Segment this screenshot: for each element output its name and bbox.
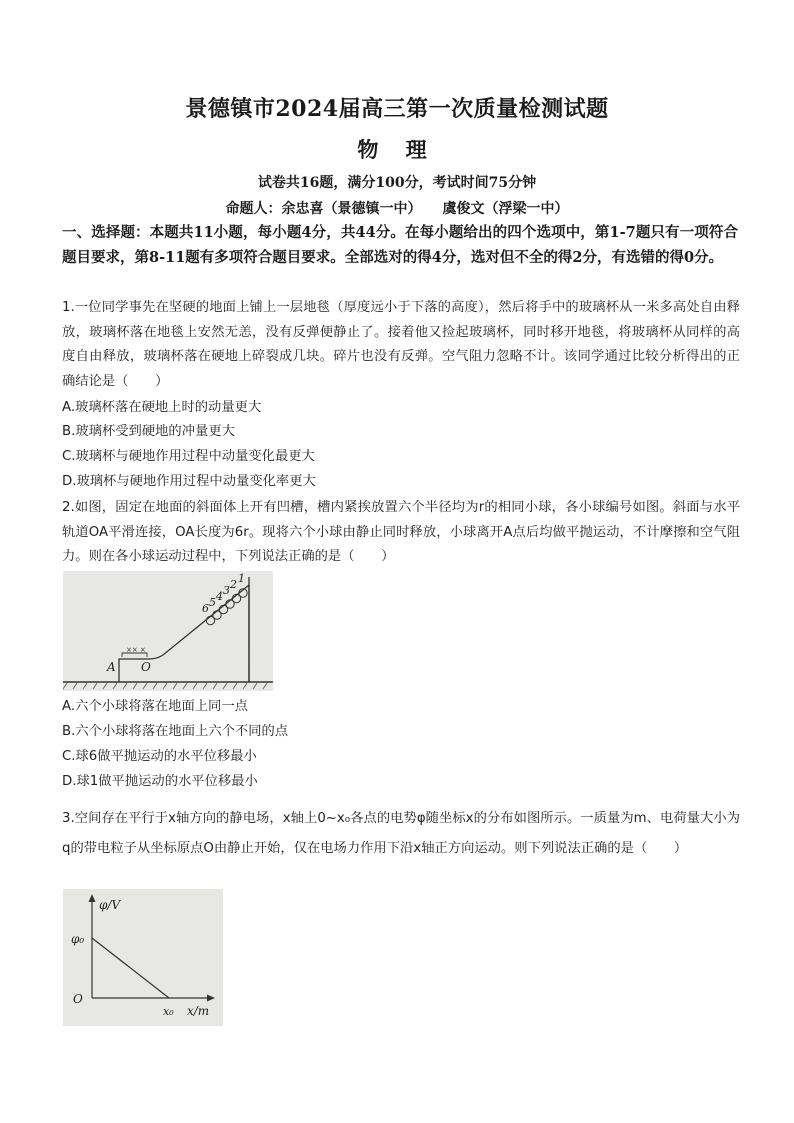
question-3-stem: 3.空间存在平行于x轴方向的静电场，x轴上0~x₀各点的电势φ随坐标x的分布如图所示。一质量为m、电荷量大小为q的带电粒子从坐标原点O由静止开始，仅在电场力作用下沿x轴正方向运动。则下列说法正确的是（ ） bbox=[62, 811, 740, 856]
question-1-option-c: C.玻璃杯与硬地作用过程中动量变化最更大 bbox=[62, 449, 315, 464]
question-1-option-d: D.玻璃杯与硬地作用过程中动量变化率更大 bbox=[62, 474, 316, 489]
origin-label: O bbox=[73, 992, 83, 1006]
y-axis-label: φ/V bbox=[99, 898, 121, 912]
exam-title: 景德镇市2024届高三第一次质量检测试题 bbox=[185, 96, 609, 122]
ball-label-1: 1 bbox=[238, 572, 245, 585]
question-3-figure bbox=[63, 889, 223, 1026]
point-label-o: O bbox=[141, 660, 151, 674]
question-2-option-d: D.球1做平抛运动的水平位移最小 bbox=[62, 774, 258, 789]
exam-info: 试卷共16题，满分100分，考试时间75分钟 bbox=[257, 175, 537, 191]
x-tick-x0: x₀ bbox=[163, 1005, 174, 1018]
ball-label-3: 3 bbox=[223, 584, 230, 597]
question-1-stem: 1.一位同学事先在坚硬的地面上铺上一层地毯（厚度远小于下落的高度），然后将手中的玻璃杯从一米多高处自由释放，玻璃杯落在地毯上安然无恙，没有反弹便静止了。接着他又捡起玻璃杯，同时移开地毯，将玻璃杯从同样的高度自由释放，玻璃杯落在硬地上碎裂成几块。碎片也没有反弹。空气阻力忽略不计。该同学通过比较分析得出的正确结论是（ ） bbox=[62, 300, 740, 389]
subject-title: 物 理 bbox=[357, 137, 437, 162]
question-2-option-b: B.六个小球将落在地面上六个不同的点 bbox=[62, 724, 289, 739]
ball-label-5: 5 bbox=[209, 596, 216, 609]
question-2-figure bbox=[63, 571, 273, 691]
question-2-option-c: C.球6做平抛运动的水平位移最小 bbox=[62, 749, 257, 764]
question-1-option-a: A.玻璃杯落在硬地上时的动量更大 bbox=[62, 400, 262, 415]
y-tick-phi0: φ₀ bbox=[71, 932, 85, 946]
question-2-option-a: A.六个小球将落在地面上同一点 bbox=[62, 699, 248, 714]
section-instructions: 一、选择题：本题共11小题，每小题4分，共44分。在每小题给出的四个选项中，第1-7题只有一项符合题目要求，第8-11题有多项符合题目要求。全部选对的得4分，选对但不全的得2分，有选错的得0分。 bbox=[62, 224, 738, 266]
x-axis-label: x/m bbox=[187, 1004, 210, 1018]
exam-authors: 命题人：余忠喜（景德镇一中） 虞俊文（浮梁一中） bbox=[225, 201, 569, 217]
ball-label-6: 6 bbox=[202, 602, 209, 615]
ball-label-2: 2 bbox=[230, 578, 237, 591]
ball-label-4: 4 bbox=[216, 590, 223, 603]
point-label-a: A bbox=[107, 660, 116, 674]
svg-text:×× ×: ×× × bbox=[126, 646, 146, 654]
question-2-stem: 2.如图，固定在地面的斜面体上开有凹槽，槽内紧挨放置六个半径均为r的相同小球，各小球编号如图。斜面与水平轨道OA平滑连接，OA长度为6r。现将六个小球由静止同时释放，小球离开A点后均做平抛运动，不计摩擦和空气阻力。则在各小球运动过程中，下列说法正确的是（ ） bbox=[62, 500, 740, 564]
question-1-option-b: B.玻璃杯受到硬地的冲量更大 bbox=[62, 424, 235, 439]
